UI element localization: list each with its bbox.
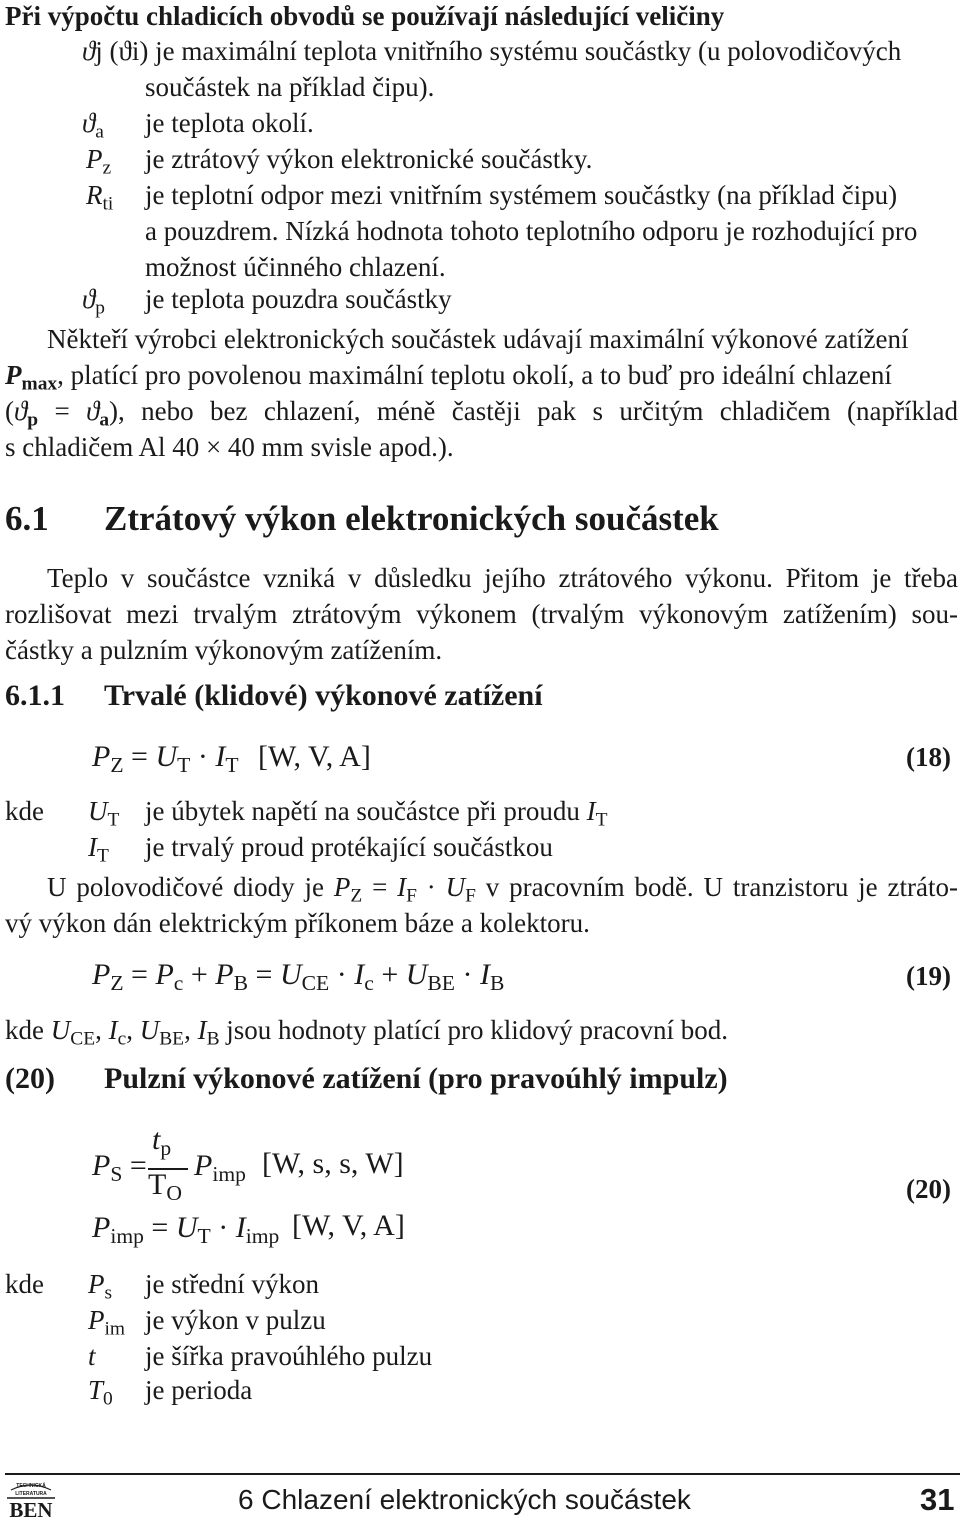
def-rti-text: je teplotní odpor mezi vnitřním systémem součástky (na příklad čipu) (145, 180, 898, 210)
symbol: P (333, 872, 351, 902)
para-text: , (184, 1015, 198, 1045)
def-theta-j (82, 33, 901, 69)
intro-title: Při výpočtu chladicích obvodů se používají následující veličiny (5, 1, 725, 31)
symbol-sub: T (97, 845, 109, 867)
symbol: ϑ (86, 396, 100, 426)
eq-symbol: I (215, 740, 226, 773)
def-theta-a-text: je teplota okolí. (145, 108, 314, 138)
eq-sub: CE (301, 971, 330, 996)
fraction-numerator (152, 1123, 172, 1161)
symbol: P (86, 144, 103, 174)
eq-op: + (373, 958, 406, 991)
def-pim-symbol (88, 1302, 125, 1338)
subsection-title: Trvalé (klidové) výkonové zatížení (104, 679, 543, 712)
subsection-number: (20) (5, 1062, 55, 1095)
def-t-symbol (88, 1338, 96, 1374)
eq-op: = (123, 958, 156, 991)
eq-sub: B (490, 971, 505, 996)
logo-graphic (5, 1478, 57, 1520)
para-line: vý výkon dán elektrickým příkonem báze a kolektoru. (5, 908, 590, 938)
eq-symbol: U (175, 1211, 198, 1244)
symbol-sub: ti (102, 193, 114, 215)
symbol-sub: im (104, 1318, 126, 1340)
def-theta-a-symbol (82, 105, 104, 141)
symbol: U (88, 796, 108, 826)
eq-op: · (329, 958, 355, 991)
def-pz-text: je ztrátový výkon elektronické součástky. (145, 144, 593, 174)
symbol: ϑ (14, 396, 28, 426)
symbol-sub: p (95, 297, 105, 319)
equation-20a-lhs (92, 1149, 147, 1187)
kde-label: kde (5, 796, 44, 826)
para-justified (5, 393, 958, 429)
section-number: 6.1 (5, 499, 49, 538)
eq-sub: c (173, 971, 184, 996)
equation-20a-units: [W, s, s, W] (262, 1147, 404, 1180)
def-continuation: a pouzdrem. Nízká hodnota tohoto teplotního odporu je rozhodující pro (145, 216, 918, 246)
symbol-sub: c (117, 1028, 127, 1050)
symbol: ϑ (82, 108, 96, 138)
eq-sub: T (177, 753, 191, 778)
para-justified: rozlišovat mezi trvalým ztrátovým výkonem (trvalým výkonovým zatížením) sou- (5, 599, 958, 629)
eq-symbol: P (92, 1149, 111, 1182)
para-text: = (38, 396, 87, 426)
symbol-sub: F (465, 885, 476, 907)
publisher-logo (5, 1478, 57, 1520)
eq-sub: imp (245, 1224, 280, 1249)
para-line (5, 357, 892, 393)
eq-sub: imp (212, 1162, 246, 1187)
symbol: I (88, 832, 97, 862)
subsection-number: 6.1.1 (5, 679, 65, 712)
def-t0-symbol (88, 1372, 113, 1408)
def-theta-p-text: je teplota pouzdra součástky (145, 284, 452, 314)
para-justified (47, 869, 958, 905)
eq-sub: O (166, 1181, 182, 1206)
symbol: P (88, 1305, 105, 1335)
equation-18-units: [W, V, A] (258, 740, 371, 773)
para-line (5, 596, 958, 632)
logo-text-main: BEN (9, 1498, 53, 1520)
def-pim-text: je výkon v pulzu (145, 1305, 326, 1335)
symbol: U (50, 1015, 71, 1045)
eq-op: = (248, 958, 280, 991)
symbol: I (586, 796, 596, 826)
eq-op: + (183, 958, 216, 991)
para-text: , (95, 1015, 109, 1045)
equation-20a-rhs (194, 1149, 246, 1187)
page-number: 31 (920, 1482, 955, 1517)
eq-symbol: P (215, 958, 234, 991)
kde-label: kde (5, 1269, 44, 1299)
eq-sub: Z (110, 753, 124, 778)
eq-symbol: U (155, 740, 178, 773)
para-line: s chladičem Al 40 × 40 mm svisle apod.). (5, 432, 454, 462)
para-line: částky a pulzním výkonovým zatížením. (5, 635, 443, 665)
symbol-sub: T (107, 809, 120, 831)
eq-op: = (123, 740, 156, 773)
eq-op: · (210, 1211, 236, 1244)
def-text: (ϑi) je maximální teplota vnitřního systému součástky (u polovodičových (102, 36, 902, 66)
fraction-denominator (148, 1168, 182, 1206)
def-it-symbol (88, 829, 109, 865)
def-ps-symbol (88, 1266, 112, 1302)
eq-sub: S (110, 1162, 123, 1187)
eq-op: = (122, 1149, 147, 1182)
eq-op: · (455, 958, 480, 991)
symbol-sub: BE (159, 1028, 185, 1050)
para-text: , (126, 1015, 140, 1045)
def-continuation: možnost účinného chlazení. (145, 252, 446, 282)
symbol-sub: p (27, 409, 39, 431)
symbol-sub: B (206, 1028, 220, 1050)
def-theta-p-symbol (82, 281, 105, 317)
symbol-sub: Z (350, 885, 363, 907)
equation-number-20: (20) (906, 1174, 951, 1204)
para-text: , platící pro povolenou maximální teplotu okolí, a to buď pro ideální chlazení (57, 360, 892, 390)
symbol: U (445, 872, 466, 902)
eq-op: · (190, 740, 216, 773)
eq-symbol: P (92, 958, 111, 991)
eq-symbol: t (152, 1123, 161, 1156)
eq-symbol: T (148, 1168, 167, 1201)
eq-sub: B (233, 971, 249, 996)
para-text: kde (5, 1015, 51, 1045)
equation-number-19: (19) (906, 961, 951, 991)
symbol: t (88, 1341, 96, 1371)
eq-sub: p (160, 1136, 172, 1161)
def-ut-symbol (88, 793, 119, 829)
equation-20b (92, 1211, 280, 1249)
symbol-sub: z (102, 157, 112, 179)
para-text: U polovodičové diody je (47, 872, 334, 902)
logo-text-top: TECHNICKÁ (16, 1483, 46, 1489)
pmax-symbol: P (5, 360, 22, 390)
def-t-text: je šířka pravoúhlého pulzu (145, 1341, 433, 1371)
eq-sub: Z (110, 971, 124, 996)
equation-number-18: (18) (906, 742, 951, 772)
symbol: I (197, 1015, 207, 1045)
symbol: T (88, 1375, 104, 1405)
para-line (47, 560, 958, 596)
def-pz-symbol (86, 141, 111, 177)
symbol-sub: T (595, 809, 608, 831)
eq-symbol: I (480, 958, 490, 991)
eq-symbol: P (155, 958, 174, 991)
para-text: v pracovním bodě. U tranzistoru je ztráto- (475, 872, 958, 902)
symbol-sub: CE (70, 1028, 96, 1050)
para-justified: Teplo v součástce vzniká v důsledku jejího ztrátového výkonu. Přitom je třeba (47, 563, 958, 593)
logo-text-mid: LITERATURA (15, 1491, 47, 1497)
symbol: ϑ (82, 36, 96, 66)
subsection-title: Pulzní výkonové zatížení (pro pravoúhlý impulz) (104, 1062, 728, 1095)
symbol: P (88, 1269, 105, 1299)
symbol: I (108, 1015, 118, 1045)
eq-symbol: U (405, 958, 428, 991)
eq-symbol: I (354, 958, 365, 991)
footer-chapter: 6 Chlazení elektronických součástek (238, 1484, 691, 1515)
para-line (47, 869, 958, 905)
symbol-sub: a (99, 409, 110, 431)
eq-sub: c (364, 971, 374, 996)
equation-20b-units: [W, V, A] (292, 1209, 405, 1242)
symbol-sub: s (104, 1282, 113, 1304)
eq-sub: T (197, 1224, 211, 1249)
para-text: = (362, 872, 398, 902)
symbol: ϑ (82, 284, 96, 314)
para-line: Někteří výrobci elektronických součástek udávají maximální výkonové zatížení (47, 324, 909, 354)
def-ps-text: je střední výkon (145, 1269, 319, 1299)
equation-19 (92, 958, 505, 996)
symbol-sub: F (406, 885, 417, 907)
section-title: Ztrátový výkon elektronických součástek (104, 499, 719, 538)
symbol-sub: 0 (103, 1388, 113, 1410)
def-text: je úbytek napětí na součástce při proudu (145, 796, 587, 826)
def-t0-text: je perioda (145, 1375, 253, 1405)
para-text: jsou hodnoty platící pro klidový pracovní bod. (219, 1015, 728, 1045)
symbol: I (397, 872, 407, 902)
symbol: U (139, 1015, 160, 1045)
def-it-text: je trvalý proud protékající součástkou (145, 832, 553, 862)
def-continuation: součástek na příklad čipu). (145, 72, 435, 102)
eq-symbol: P (92, 740, 111, 773)
eq-symbol: U (279, 958, 302, 991)
eq-op: = (143, 1211, 176, 1244)
para-text: ( (5, 396, 14, 426)
symbol-sub: j (95, 36, 103, 66)
para-line (5, 393, 958, 429)
eq-symbol: P (194, 1149, 213, 1182)
symbol: R (86, 180, 103, 210)
eq-symbol: P (92, 1211, 111, 1244)
eq-sub: BE (427, 971, 455, 996)
symbol-sub: a (95, 121, 104, 143)
def-rti-symbol (86, 177, 113, 213)
eq-sub: T (225, 753, 239, 778)
eq-sub: imp (110, 1224, 144, 1249)
para-text: ), nebo bez chlazení, méně častěji pak s určitým chladičem (například (109, 396, 958, 426)
kde-line (5, 1012, 728, 1048)
pmax-sub: max (21, 373, 58, 395)
para-text: · (416, 872, 446, 902)
footer-rule (5, 1473, 960, 1475)
equation-18 (92, 740, 239, 778)
def-ut-text (145, 793, 608, 829)
eq-symbol: I (235, 1211, 246, 1244)
